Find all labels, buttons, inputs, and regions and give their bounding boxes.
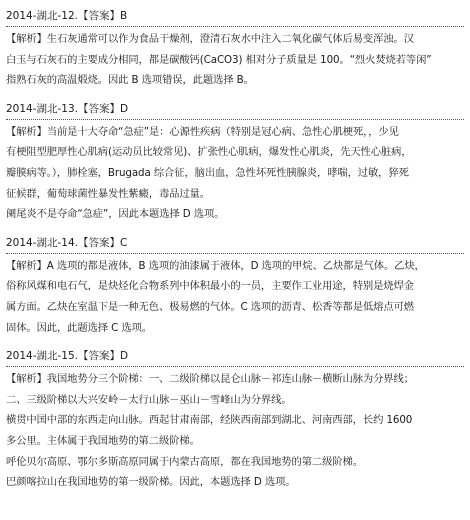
entry-header: 2014-湖北-15.【答案】D	[6, 350, 129, 363]
explanation-line: 【解析】我国地势分三个阶梯：一、二级阶梯以昆仑山脉－祁连山脉－横断山脉为分界线；	[6, 373, 414, 386]
answer-entry-14	[6, 233, 464, 338]
explanation-line: 有梗阻型肥厚性心肌病(运动员比较常见)、扩张性心肌病，爆发性心肌炎，先天性心脏病，	[6, 146, 412, 159]
entry-header: 2014-湖北-12.【答案】B	[6, 10, 128, 22]
explanation-line: 俗称风煤和电石气，是炔烃化合物系列中体积最小的一员，主要作工业用途，特别是烧焊金	[6, 280, 414, 293]
entry-spacer	[6, 91, 464, 99]
explanation-line: 呼伦贝尔高原、鄂尔多斯高原同属于内蒙古高原，都在我国地势的第二级阶梯。	[6, 455, 363, 468]
explanation-line: 瓣膜病等。），肺栓塞，Brugada 综合征，脑出血，急性坏死性胰腺炎，哮喘，过敏，猝死	[6, 166, 409, 179]
explanation-line: 二、三级阶梯以大兴安岭－太行山脉－巫山－雪峰山为分界线。	[6, 393, 292, 406]
answer-entry-15	[6, 346, 464, 493]
header-divider	[6, 253, 464, 254]
header-divider	[6, 119, 464, 120]
entry-spacer	[6, 225, 464, 233]
explanation-line: 【解析】A 选项的都是液体，B 选项的油漆属于液体，D 选项的甲烷、乙炔都是气体。乙炔，	[6, 259, 425, 272]
explanation-line: 巴颜喀拉山在我国地势的第一级阶梯。因此，本题选择 D 选项。	[6, 476, 296, 489]
explanation-line: 【解析】生石灰通常可以作为食品干燥剂，澄清石灰水中注入二氧化碳气体后易变浑浊。汉	[6, 33, 414, 45]
explanation-line: 【解析】当前是十大夺命“急症”是：心源性疾病（特别是冠心病、急性心肌梗死，，少见	[6, 125, 399, 138]
entry-header: 2014-湖北-13.【答案】D	[6, 102, 129, 115]
explanation-line: 指熟石灰的高温煅烧。因此 B 选项错误，此题选择 B。	[6, 74, 254, 87]
entry-header: 2014-湖北-14.【答案】C	[6, 236, 128, 249]
explanation-line: 阑尾炎不是夺命“急症”，因此本题选择 D 选项。	[6, 208, 225, 221]
explanation-line: 征候群，葡萄球菌性暴发性紫癜，毒品过量。	[6, 187, 210, 200]
header-divider	[6, 26, 464, 27]
answer-entry-12	[6, 6, 464, 91]
header-divider	[6, 366, 464, 367]
explanation-line: 横贯中国中部的东西走向山脉。西起甘肃南部，经陕西南部到湖北、河南西部，长约 1600	[6, 414, 413, 427]
answer-entry-13	[6, 99, 464, 225]
explanation-line: 多公里。主体属于我国地势的第二级阶梯。	[6, 434, 200, 447]
explanation-line: 固体。因此，此题选择 C 选项。	[6, 321, 152, 334]
explanation-line: 属方面。乙炔在室温下是一种无色、极易燃的气体。C 选项的沥青、松香等都是低熔点可燃	[6, 300, 414, 313]
entry-spacer	[6, 338, 464, 346]
explanation-line: 白玉与石灰石的主要成分相同，都是碳酸钙(CaCO3) 相对分子质量是 100。“烈火焚烧若等闲”	[6, 53, 432, 66]
